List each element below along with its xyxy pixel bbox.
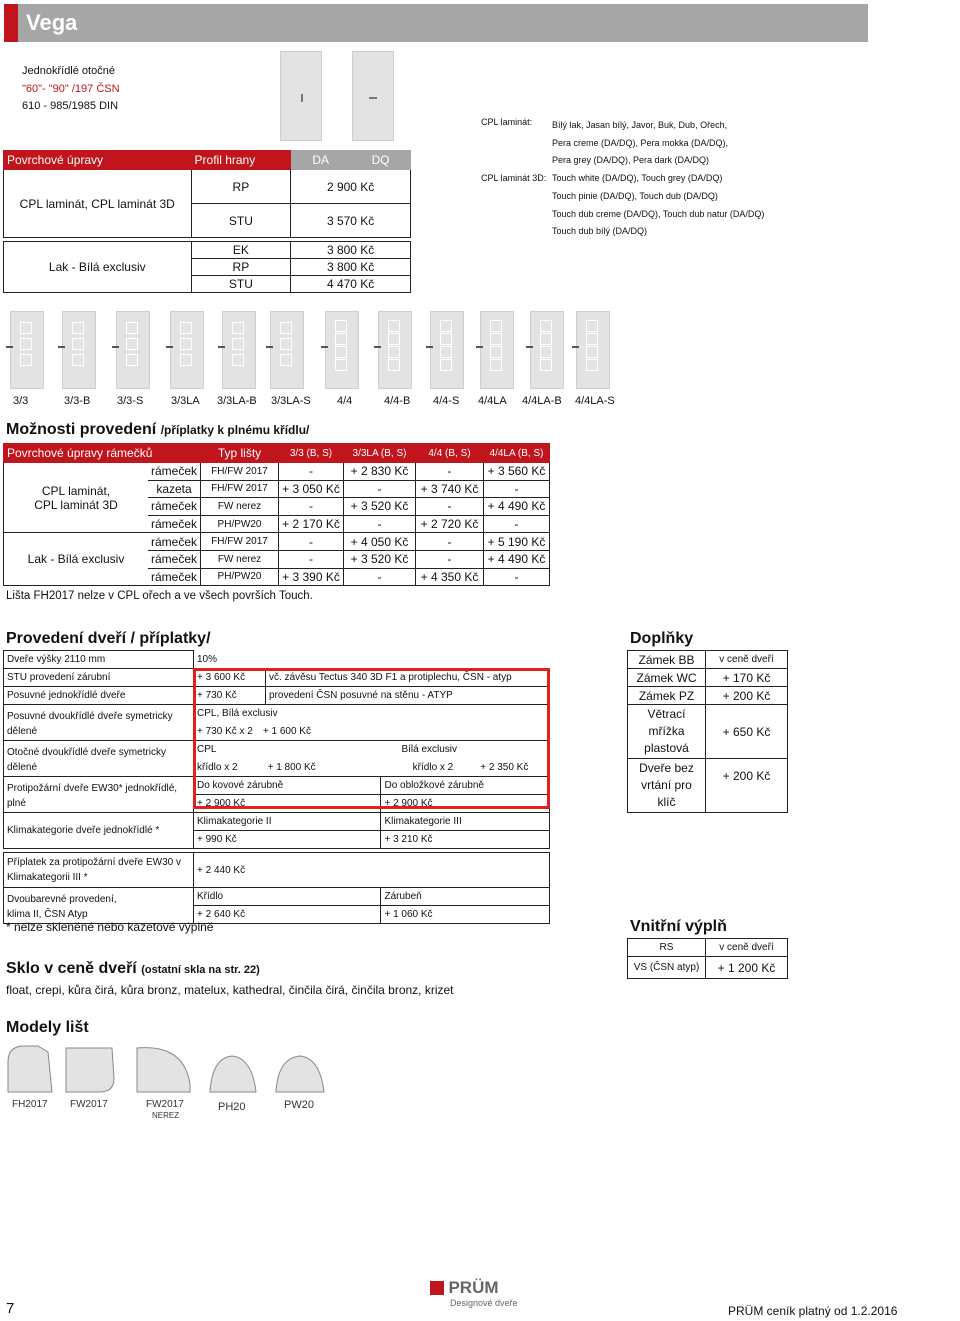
table-row (4, 533, 550, 551)
glass-pane (440, 320, 452, 332)
cell-text: křídlo x 2 (412, 761, 454, 773)
cell-line: Klimakategorii III * (7, 872, 88, 883)
moznosti-table (3, 443, 550, 586)
th: 3/3LA (B, S) (344, 444, 416, 463)
door-dq-image (352, 51, 394, 141)
cell: Klimakategorie III (381, 813, 550, 831)
profile-label: NEREZ (152, 1111, 180, 1120)
cell: 3 800 Kč (291, 259, 411, 276)
door-da-image (280, 51, 322, 141)
cell: - (344, 568, 416, 586)
glass-pane (20, 354, 32, 366)
glass-pane (335, 359, 347, 371)
glass-pane (540, 346, 552, 358)
page-number: 7 (6, 1300, 15, 1317)
logo-text: PRÜM (448, 1278, 499, 1297)
laminat-line: Touch pinie (DA/DQ), Touch dub (DA/DQ) (552, 190, 718, 201)
glass-pane (586, 333, 598, 345)
cell: + 200 Kč (706, 759, 788, 813)
glass-pane (388, 320, 400, 332)
cell-line: Příplatek za protipožární dveře EW30 v (7, 857, 181, 868)
door-model-image (170, 311, 204, 389)
profile-label: PH20 (218, 1101, 246, 1113)
cell: 4 470 Kč (291, 276, 411, 293)
cell (628, 759, 706, 813)
cell: - (279, 463, 344, 481)
cell: Zámek WC (628, 669, 706, 687)
glass-pane (388, 359, 400, 371)
glass-pane (72, 338, 84, 350)
cell: PH/PW20 (201, 515, 279, 533)
handle-icon (6, 346, 13, 348)
cell: VS (ČSN atyp) (628, 957, 706, 979)
cell: Zámek PZ (628, 687, 706, 705)
cell-line: Větrací (647, 707, 686, 721)
door-model-image (62, 311, 96, 389)
handle-icon (526, 346, 533, 348)
cell-line: dělené (7, 725, 38, 737)
sklo-title (6, 960, 260, 978)
cell: + 3 560 Kč (484, 463, 550, 481)
cell: Dveře výšky 2110 mm (4, 651, 194, 669)
cell: STU (191, 276, 291, 293)
glass-pane (490, 333, 502, 345)
glass-pane (586, 320, 598, 332)
moznosti-title (6, 421, 309, 439)
cell: FW nerez (201, 550, 279, 568)
cell: + 4 490 Kč (484, 550, 550, 568)
handle-icon (58, 346, 65, 348)
door-model-label: 3/3LA-B (217, 395, 257, 407)
cell: Do kovové zárubně (194, 777, 381, 795)
th: 4/4 (B, S) (416, 444, 484, 463)
header-bar (4, 4, 868, 42)
glass-pane (280, 354, 292, 366)
profile-shapes (0, 1040, 340, 1130)
cell: Klimakategorie II (194, 813, 381, 831)
laminat-line: Pera creme (DA/DQ), Pera mokka (DA/DQ), (552, 137, 729, 148)
vnitrni-title: Vnitřní výplň (630, 918, 727, 935)
fh2017-profile (8, 1046, 52, 1092)
cell: + 650 Kč (706, 705, 788, 759)
cell-line: Otočné dvoukřídlé dveře symetricky (7, 746, 166, 758)
cell: CPL, Bílá exclusiv (194, 705, 550, 723)
handle-icon (572, 346, 579, 348)
cell: kazeta (148, 480, 201, 498)
cell: + 3 050 Kč (279, 480, 344, 498)
cell: + 4 490 Kč (484, 498, 550, 516)
cell: rámeček (148, 550, 201, 568)
cell: Lak - Bílá exclusiv (4, 242, 192, 293)
laminat-line: Bílý lak, Jasan bílý, Javor, Buk, Dub, Ořech, (552, 120, 728, 130)
glass-pane (232, 322, 244, 334)
cell-text: + 1 800 Kč (267, 761, 316, 773)
handle-icon (112, 346, 119, 348)
glass-pane (490, 359, 502, 371)
laminat-line: Touch white (DA/DQ), Touch grey (DA/DQ) (552, 173, 723, 184)
cell: rámeček (148, 498, 201, 516)
th: Povrchové úpravy (4, 151, 192, 170)
cell: FH/FW 2017 (201, 463, 279, 481)
intro-line: "60"- "90" /197 ČSN (22, 82, 120, 95)
glass-pane (232, 354, 244, 366)
th: 3/3 (B, S) (279, 444, 344, 463)
door-model-image (325, 311, 359, 389)
cell: - (344, 480, 416, 498)
cell: - (416, 463, 484, 481)
cell (628, 705, 706, 759)
cell (4, 853, 194, 888)
cell: 10% (194, 651, 550, 669)
th: DQ (351, 151, 411, 170)
cell: Klimakategorie dveře jednokřídlé * (4, 813, 194, 849)
vnitrni-table (627, 938, 788, 979)
cell-line: plné (7, 797, 26, 809)
logo-mark-icon (430, 1281, 444, 1295)
doplnky-table (627, 650, 788, 813)
glass-pane (180, 322, 192, 334)
cell-line: plastová (644, 741, 689, 755)
cell: v ceně dveří (706, 651, 788, 669)
glass-pane (20, 338, 32, 350)
moznosti-subtitle: /příplatky k plnému křídlu/ (160, 423, 310, 437)
cell: + 2 900 Kč (381, 795, 550, 813)
th: Typ lišty (201, 444, 279, 463)
cell: - (344, 515, 416, 533)
profile-label: FH2017 (12, 1099, 48, 1110)
cell: + 5 190 Kč (484, 533, 550, 551)
sklo-text: float, crepi, kůra čirá, kůra bronz, matelux, kathedral, činčila čirá, činčila bronz, krizet (6, 983, 454, 997)
door-model-label: 4/4LA (478, 395, 507, 407)
cell-text: + 730 Kč x 2 (197, 725, 253, 737)
cell-line: mřížka (648, 724, 685, 738)
cell-line: klima II, ČSN Atyp (7, 908, 88, 920)
cell: + 4 350 Kč (416, 568, 484, 586)
cell-line: Dveře bez (639, 761, 694, 775)
cell: FW nerez (201, 498, 279, 516)
cell: STU provedení zárubní (4, 669, 194, 687)
cell: STU (191, 204, 291, 238)
cell: + 2 830 Kč (344, 463, 416, 481)
glass-pane (490, 320, 502, 332)
glass-pane (232, 338, 244, 350)
cell: rámeček (148, 533, 201, 551)
cell-text: křídlo x 2 (197, 761, 238, 773)
handle-icon (476, 346, 483, 348)
intro-line: 610 - 985/1985 DIN (22, 100, 119, 112)
cell: 3 570 Kč (291, 204, 411, 238)
cell: + 2 640 Kč (194, 906, 381, 924)
cell: - (484, 568, 550, 586)
moznosti-note: Lišta FH2017 nelze v CPL ořech a ve všech površích Touch. (6, 590, 313, 602)
fw2017-nerez-profile (137, 1048, 190, 1092)
door-model-image (10, 311, 44, 389)
intro-line: Jednokřídlé otočné (22, 65, 115, 77)
moznosti-heading: Možnosti provedení (6, 421, 157, 438)
cell: - (484, 480, 550, 498)
laminat-line: Touch dub bílý (DA/DQ) (552, 226, 648, 237)
cell: - (416, 498, 484, 516)
cell: + 3 390 Kč (279, 568, 344, 586)
cell: + 3 520 Kč (344, 550, 416, 568)
handle-icon (166, 346, 173, 348)
th: Povrchové úpravy rámečků (4, 444, 201, 463)
glass-pane (440, 359, 452, 371)
glass-pane (126, 338, 138, 350)
sklo-sub: (ostatní skla na str. 22) (141, 964, 260, 976)
laminat-line: Pera grey (DA/DQ), Pera dark (DA/DQ) (552, 155, 710, 166)
glass-pane (388, 346, 400, 358)
glass-pane (440, 333, 452, 345)
door-model-label: 4/4-B (384, 395, 411, 407)
door-model-label: 4/4-S (433, 395, 460, 407)
cell: Křídlo (194, 888, 381, 906)
cell (4, 705, 194, 741)
table-row (4, 463, 550, 481)
cell: + 1 200 Kč (706, 957, 788, 979)
profile-label: FW2017 (70, 1099, 108, 1110)
cell: FH/FW 2017 (201, 480, 279, 498)
door-model-label: 3/3LA-S (271, 395, 311, 407)
door-model-label: 3/3-B (64, 395, 91, 407)
door-model-label: 4/4LA-S (575, 395, 615, 407)
cell: 2 900 Kč (291, 170, 411, 204)
cell: + 730 Kč (194, 687, 266, 705)
pw20-profile (276, 1056, 324, 1092)
glass-pane (280, 338, 292, 350)
handle-icon (426, 346, 433, 348)
cell (4, 741, 194, 777)
footer-text: PRÜM ceník platný od 1.2.2016 (728, 1304, 898, 1318)
door-model-label: 4/4LA-B (522, 395, 562, 407)
glass-pane (280, 322, 292, 334)
cell: RP (191, 170, 291, 204)
cell: rámeček (148, 568, 201, 586)
cell-text: Bílá exclusiv (401, 744, 458, 756)
glass-pane (126, 354, 138, 366)
cell: Zámek BB (628, 651, 706, 669)
laminat-list (552, 117, 764, 241)
ph20-profile (210, 1056, 256, 1092)
door-model-label: 3/3-S (117, 395, 144, 407)
cell: rámeček (148, 515, 201, 533)
cell (4, 463, 148, 533)
door-model-image (480, 311, 514, 389)
cell-line: Posuvné dvoukřídlé dveře symetricky (7, 710, 173, 722)
cell: CPL laminát, CPL laminát 3D (4, 170, 192, 238)
cell (4, 777, 194, 813)
door-model-image (270, 311, 304, 389)
cell-line: vrtání pro klíč (641, 778, 692, 809)
surface-label: CPL laminát, CPL laminát 3D (34, 483, 118, 512)
door-model-image (222, 311, 256, 389)
door-model-image (530, 311, 564, 389)
cell: Posuvné jednokřídlé dveře (4, 687, 194, 705)
th: 4/4LA (B, S) (484, 444, 550, 463)
glass-pane (180, 354, 192, 366)
cell: + 170 Kč (706, 669, 788, 687)
cell: + 2 440 Kč (194, 853, 550, 888)
cell-text: + 2 350 Kč (480, 761, 529, 773)
door-model-label: 4/4 (337, 395, 353, 407)
cell: rámeček (148, 463, 201, 481)
laminat-line: Touch dub creme (DA/DQ), Touch dub natur (DA/DQ) (552, 208, 765, 219)
cell: - (416, 550, 484, 568)
cell: + 1 060 Kč (381, 906, 550, 924)
cell: - (279, 550, 344, 568)
cell (4, 533, 148, 586)
fw2017-profile (66, 1048, 114, 1092)
glass-pane (180, 338, 192, 350)
glass-pane (126, 322, 138, 334)
highlight-box (193, 668, 550, 809)
glass-pane (335, 320, 347, 332)
cell-text: CPL (197, 744, 217, 756)
door-model-image (576, 311, 610, 389)
cell-text: + 1 600 Kč (262, 725, 311, 737)
cell: Do obložkové zárubně (381, 777, 550, 795)
door-model-image (116, 311, 150, 389)
cell: vč. závěsu Tectus 340 3D F1 a protiplechu, ČSN - atyp (266, 669, 550, 687)
cell: Zárubeň (381, 888, 550, 906)
price-table (3, 150, 411, 293)
glass-pane (388, 333, 400, 345)
cell: + 990 Kč (194, 831, 381, 849)
logo-sub: Designové dveře (450, 1298, 518, 1308)
glass-pane (586, 346, 598, 358)
doplnky-title: Doplňky (630, 630, 694, 647)
cell: + 3 520 Kč (344, 498, 416, 516)
door-model-label: 3/3 (13, 395, 29, 407)
handle-icon (374, 346, 381, 348)
cell: v ceně dveří (706, 939, 788, 957)
glass-pane (335, 333, 347, 345)
cell: + 3 740 Kč (416, 480, 484, 498)
cell: + 4 050 Kč (344, 533, 416, 551)
glass-pane (586, 359, 598, 371)
cell: PH/PW20 (201, 568, 279, 586)
logo (430, 1278, 518, 1308)
provedeni-title: Provedení dveří / příplatky/ (6, 630, 211, 647)
th: DA (291, 151, 351, 170)
cpl-label: CPL laminát: (481, 117, 533, 127)
cell: FH/FW 2017 (201, 533, 279, 551)
glass-pane (20, 322, 32, 334)
cell: - (484, 515, 550, 533)
cell: - (279, 533, 344, 551)
cell: - (416, 533, 484, 551)
glass-pane (335, 346, 347, 358)
glass-pane (440, 346, 452, 358)
door-model-image (430, 311, 464, 389)
cell-line: Protipožární dveře EW30* jednokřídlé, (7, 782, 178, 794)
provedeni-note: * nelze skleněné nebo kazetové výplně (6, 920, 214, 934)
intro (22, 63, 120, 116)
cell: + 3 210 Kč (381, 831, 550, 849)
sklo-heading: Sklo v ceně dveří (6, 960, 137, 977)
cell: + 2 720 Kč (416, 515, 484, 533)
glass-pane (540, 359, 552, 371)
glass-pane (540, 333, 552, 345)
handle-icon (218, 346, 225, 348)
cell: + 3 600 Kč (194, 669, 266, 687)
modely-title: Modely lišt (6, 1019, 89, 1036)
cell: RP (191, 259, 291, 276)
door-model-label: 3/3LA (171, 395, 200, 407)
handle-icon (321, 346, 328, 348)
door-model-image (378, 311, 412, 389)
cell: + 200 Kč (706, 687, 788, 705)
cell: 3 800 Kč (291, 242, 411, 259)
glass-pane (72, 322, 84, 334)
glass-pane (490, 346, 502, 358)
cell: - (279, 498, 344, 516)
glass-pane (72, 354, 84, 366)
profile-label: FW2017 (146, 1099, 184, 1110)
profile-label: PW20 (284, 1099, 314, 1111)
surface-label: Lak - Bílá exclusiv (27, 552, 125, 567)
cpl3d-label: CPL laminát 3D: (481, 173, 547, 183)
glass-pane (540, 320, 552, 332)
cell: + 2 170 Kč (279, 515, 344, 533)
handle-icon (266, 346, 273, 348)
cell: + 2 900 Kč (194, 795, 381, 813)
cell (4, 888, 194, 924)
th: Profil hrany (191, 151, 291, 170)
page-title: Vega (26, 10, 78, 35)
cell: EK (191, 242, 291, 259)
cell: provedení ČSN posuvné na stěnu - ATYP (266, 687, 550, 705)
cell-line: Dvoubarevné provedení, (7, 893, 117, 905)
cell-line: dělené (7, 761, 38, 773)
cell: RS (628, 939, 706, 957)
